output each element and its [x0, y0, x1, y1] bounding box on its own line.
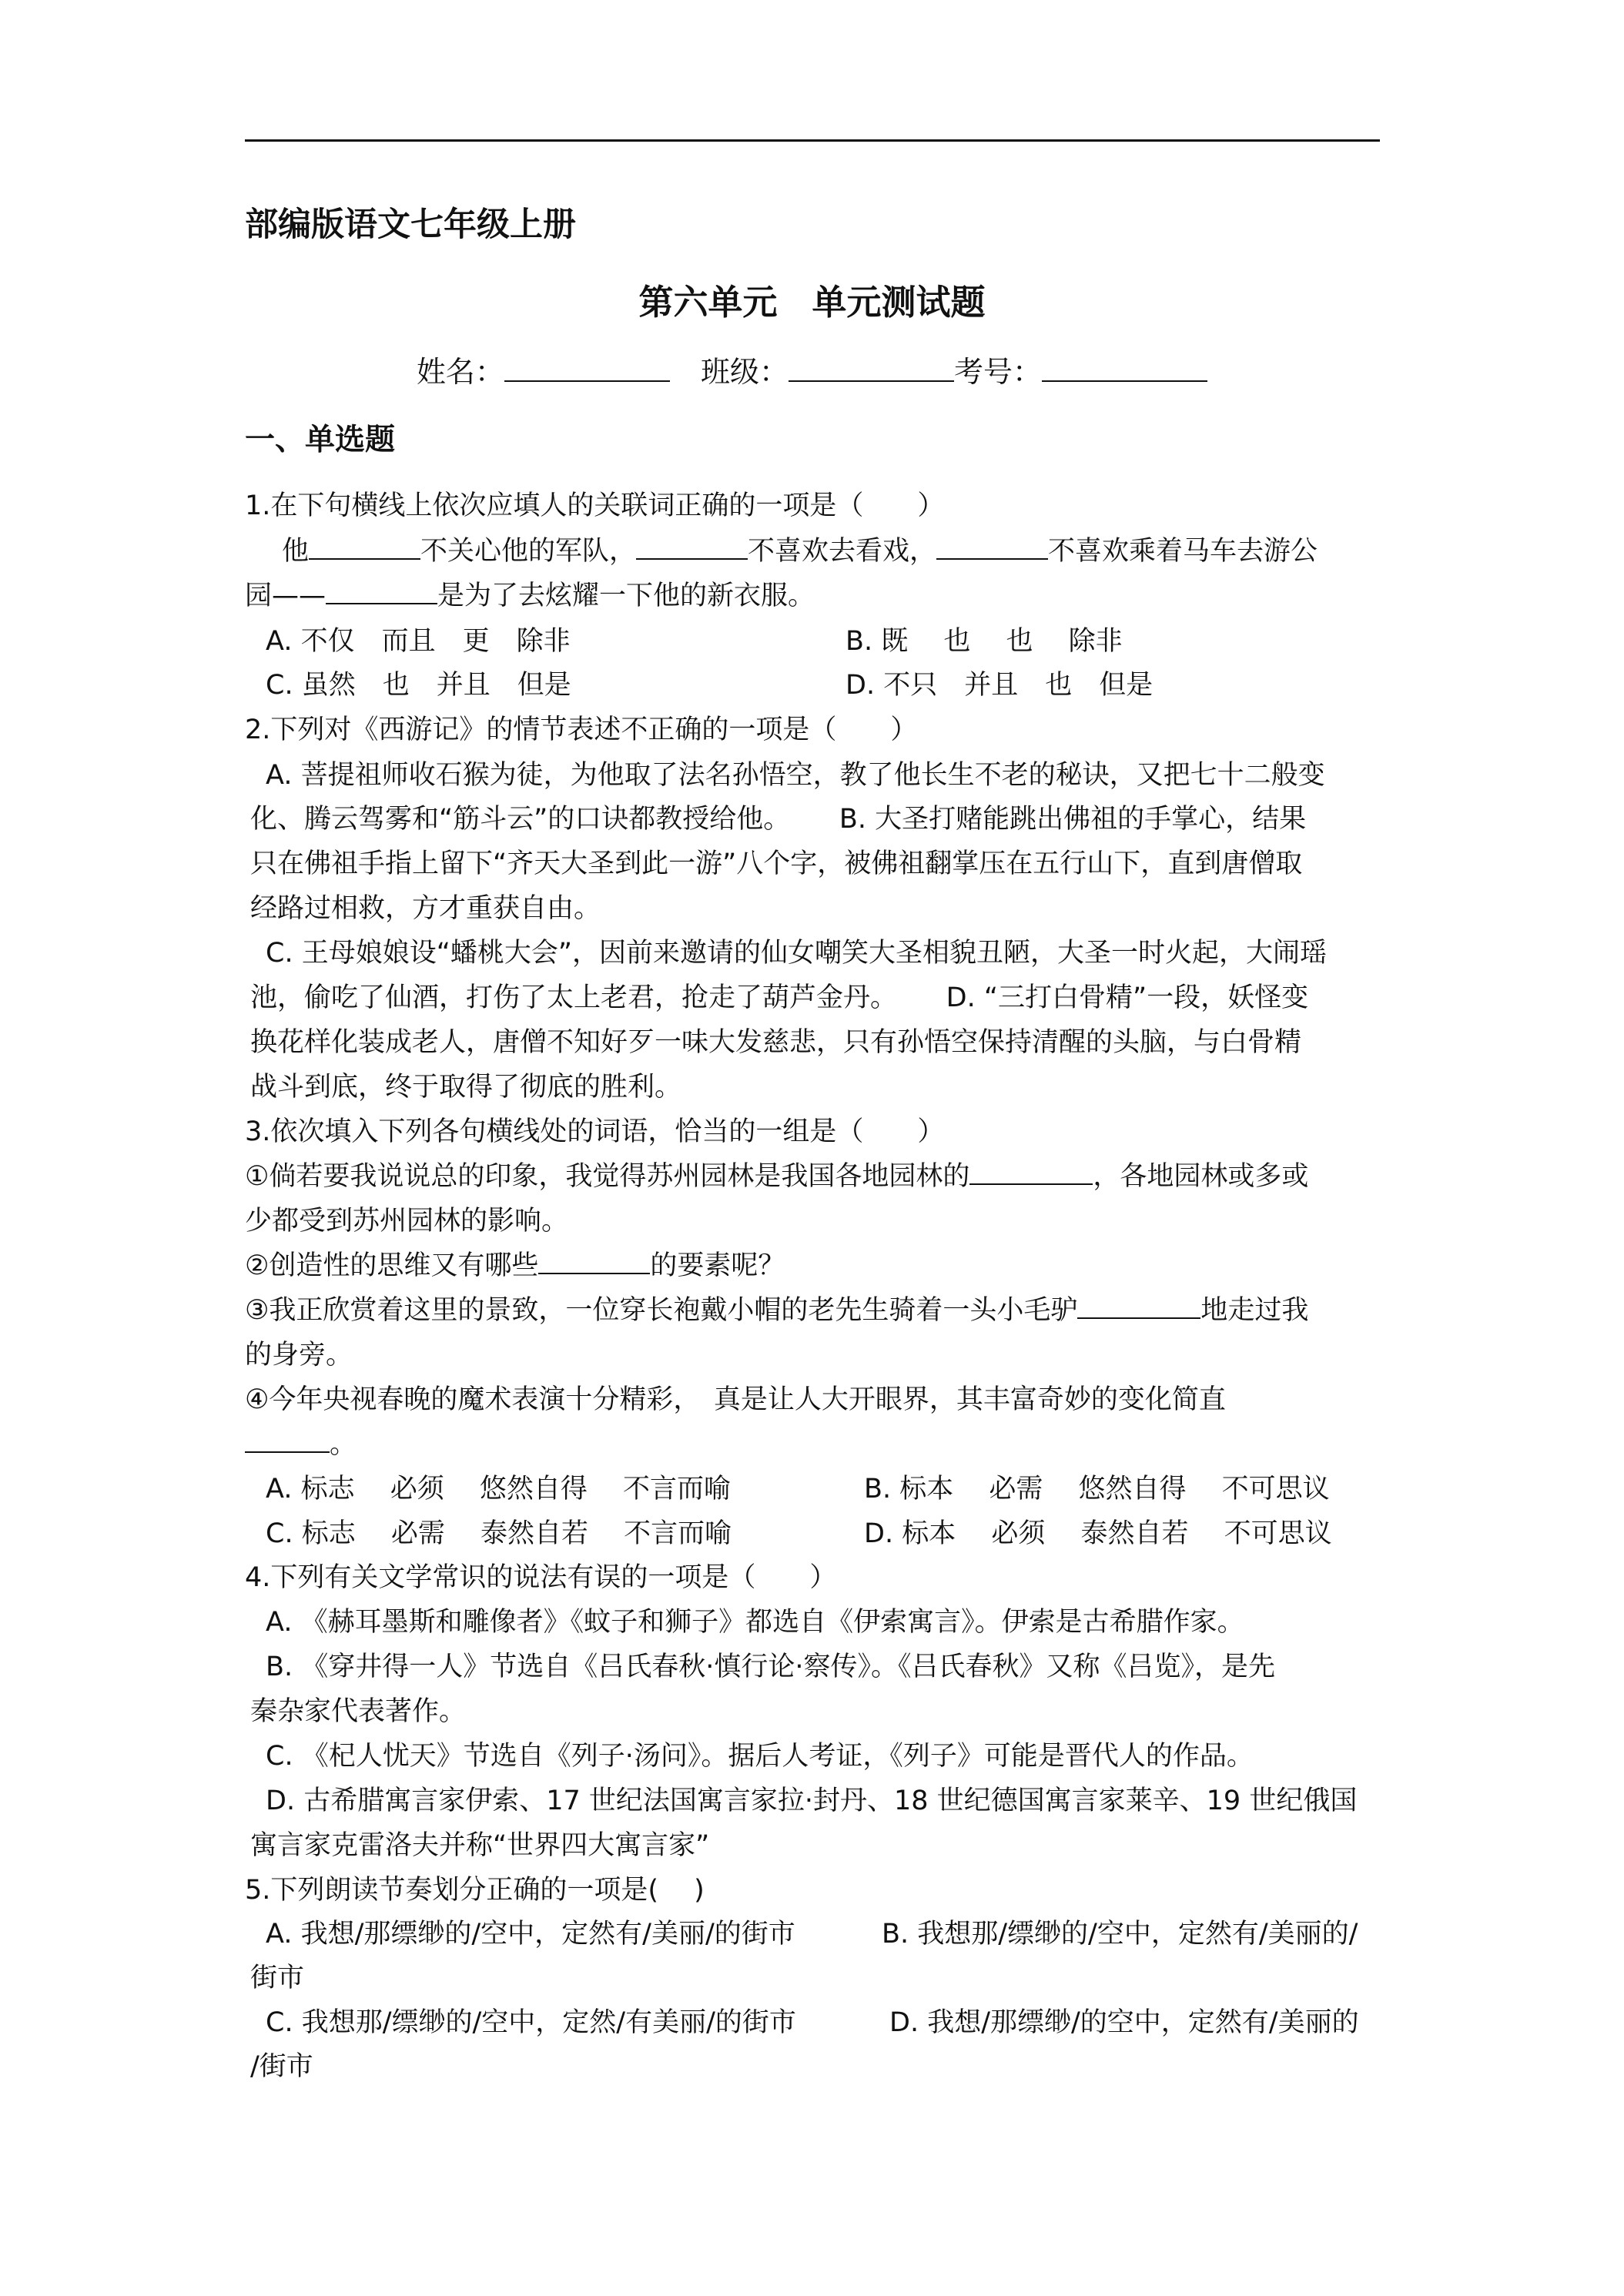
q4-option-b[interactable]: B. 《穿井得一人》节选自《吕氏春秋·慎行论·察传》。《吕氏春秋》又称《吕览》，是先: [266, 1652, 1276, 1682]
q2-line: C. 王母娘娘设“蟠桃大会”，因前来邀请的仙女嘲笑大圣相貌丑陋，大圣一时火起，大闹瑶: [266, 938, 1327, 969]
section-title: 一、单选题: [245, 423, 396, 457]
q1-option-b[interactable]: B. 既 也 也 除非: [845, 626, 1123, 657]
q2-line: 只在佛祖手指上留下“齐天大圣到此一游”八个字，被佛祖翻掌压在五行山下，直到唐僧取: [250, 848, 1303, 879]
q3-option-d[interactable]: D. 标本 必须 泰然自若 不可思议: [864, 1518, 1332, 1549]
q1-sentence-line2: [245, 574, 815, 613]
q2-stem: 2.下列对《西游记》的情节表述不正确的一项是（ ）: [245, 715, 918, 745]
q5-stem: 5.下列朗读节奏划分正确的一项是( ): [245, 1875, 705, 1906]
q3-text: 的要素呢？: [650, 1250, 785, 1281]
q3-option-a[interactable]: A. 标志 必须 悠然自得 不言而喻: [266, 1474, 731, 1504]
id-blank[interactable]: [1042, 357, 1207, 382]
q5-option-d[interactable]: D. 我想/那缥缈/的空中，定然有/美丽的: [889, 2007, 1359, 2038]
class-blank[interactable]: [789, 357, 954, 382]
q5-option-a[interactable]: A. 我想/那缥缈的/空中，定然有/美丽/的街市: [266, 1919, 795, 1950]
q3-text: ③我正欣赏着这里的景致，一位穿长袍戴小帽的老先生骑着一头小毛驴: [245, 1295, 1078, 1326]
q1-text: 是为了去炫耀一下他的新衣服。: [437, 581, 815, 611]
q5-option-b[interactable]: B. 我想那/缥缈的/空中，定然有/美丽的/: [882, 1919, 1358, 1950]
q1-text: 不喜欢去看戏，: [748, 536, 937, 567]
q3-sentence-3-cont: 的身旁。: [245, 1340, 353, 1371]
q3-option-b[interactable]: B. 标本 必需 悠然自得 不可思议: [864, 1474, 1330, 1504]
student-info-row: [0, 348, 1624, 390]
q1-text: 不喜欢乘着马车去游公: [1048, 536, 1318, 567]
q2-line: A. 菩提祖师收石猴为徒，为他取了法名孙悟空，教了他长生不老的秘诀，又把七十二般变: [266, 760, 1325, 791]
q4-option-d[interactable]: D. 古希腊寓言家伊索、17 世纪法国寓言家拉·封丹、18 世纪德国寓言家莱辛、19 世纪俄国: [266, 1786, 1358, 1816]
q3-text: 。: [330, 1429, 357, 1460]
q1-sentence-line1: [282, 530, 1318, 568]
q1-stem: 1.在下句横线上依次应填人的关联词正确的一项是（ ）: [245, 490, 945, 521]
q2-line: 经路过相救，方才重获自由。: [250, 893, 601, 924]
id-label: 考号：: [954, 355, 1043, 389]
q1-text: 不关心他的军队，: [420, 536, 637, 567]
q3-text: ，各地园林或多或: [1093, 1161, 1309, 1192]
name-label: 姓名：: [416, 355, 504, 389]
q1-blank-3[interactable]: [936, 537, 1048, 560]
q1-option-c[interactable]: C. 虽然 也 并且 但是: [266, 670, 571, 701]
q3-text: 地走过我: [1200, 1295, 1309, 1326]
q1-blank-4[interactable]: [326, 581, 437, 604]
q3-stem: 3.依次填入下列各句横线处的词语，恰当的一组是（ ）: [245, 1116, 945, 1147]
q2-line: 战斗到底，终于取得了彻底的胜利。: [250, 1072, 682, 1103]
q3-text: ①倘若要我说说总的印象，我觉得苏州园林是我国各地园林的: [245, 1161, 970, 1192]
q4-option-c[interactable]: C. 《杞人忧天》节选自《列子·汤问》。据后人考证，《列子》可能是晋代人的作品。: [266, 1741, 1254, 1772]
top-rule: [245, 139, 1380, 142]
q3-sentence-3: [245, 1289, 1308, 1327]
q3-blank-1[interactable]: [969, 1162, 1093, 1185]
q3-option-c[interactable]: C. 标志 必需 泰然自若 不言而喻: [266, 1518, 732, 1549]
q2-line: 化、腾云驾雾和“筋斗云”的口诀都教授给他。 B. 大圣打赌能跳出佛祖的手掌心，结果: [250, 804, 1307, 835]
q1-option-d[interactable]: D. 不只 并且 也 但是: [845, 670, 1154, 701]
q5-option-c[interactable]: C. 我想那/缥缈的/空中，定然/有美丽/的街市: [266, 2007, 796, 2038]
name-blank[interactable]: [504, 357, 670, 382]
q4-option-d-cont[interactable]: 寓言家克雷洛夫并称“世界四大寓言家”: [250, 1830, 710, 1861]
q3-text: ②创造性的思维又有哪些: [245, 1250, 539, 1281]
q4-option-b-cont[interactable]: 秦杂家代表著作。: [250, 1696, 467, 1727]
book-title: 部编版语文七年级上册: [245, 206, 576, 244]
q3-blank-4[interactable]: [245, 1430, 330, 1453]
q3-sentence-1-cont: 少都受到苏州园林的影响。: [245, 1206, 569, 1237]
q2-line: 换花样化装成老人，唐僧不知好歹一味大发慈悲，只有孙悟空保持清醒的头脑，与白骨精: [250, 1027, 1302, 1058]
q3-blank-3[interactable]: [1077, 1296, 1200, 1319]
unit-title: 第六单元 单元测试题: [638, 282, 986, 323]
q3-sentence-4-cont: [245, 1423, 357, 1461]
q5-option-d-cont[interactable]: /街市: [250, 2051, 313, 2082]
q1-option-a[interactable]: A. 不仅 而且 更 除非: [266, 626, 571, 657]
q3-blank-2[interactable]: [538, 1251, 650, 1274]
q1-text: 园——: [245, 581, 326, 611]
q3-sentence-2: [245, 1244, 785, 1283]
q3-sentence-1: [245, 1155, 1308, 1193]
q1-blank-2[interactable]: [636, 537, 748, 560]
class-label: 班级：: [701, 355, 789, 389]
q1-text: 他: [282, 536, 310, 567]
q2-line: 池，偷吃了仙酒，打伤了太上老君，抢走了葫芦金丹。 D. “三打白骨精”一段，妖怪变: [250, 982, 1309, 1013]
q3-sentence-4: ④今年央视春晚的魔术表演十分精彩， 真是让人大开眼界，其丰富奇妙的变化简直: [245, 1384, 1226, 1415]
q4-stem: 4.下列有关文学常识的说法有误的一项是（ ）: [245, 1562, 837, 1593]
q4-option-a[interactable]: A. 《赫耳墨斯和雕像者》《蚊子和狮子》都选自《伊索寓言》。伊索是古希腊作家。: [266, 1607, 1244, 1638]
q1-blank-1[interactable]: [309, 537, 420, 560]
q5-option-b-cont[interactable]: 街市: [250, 1963, 305, 1993]
